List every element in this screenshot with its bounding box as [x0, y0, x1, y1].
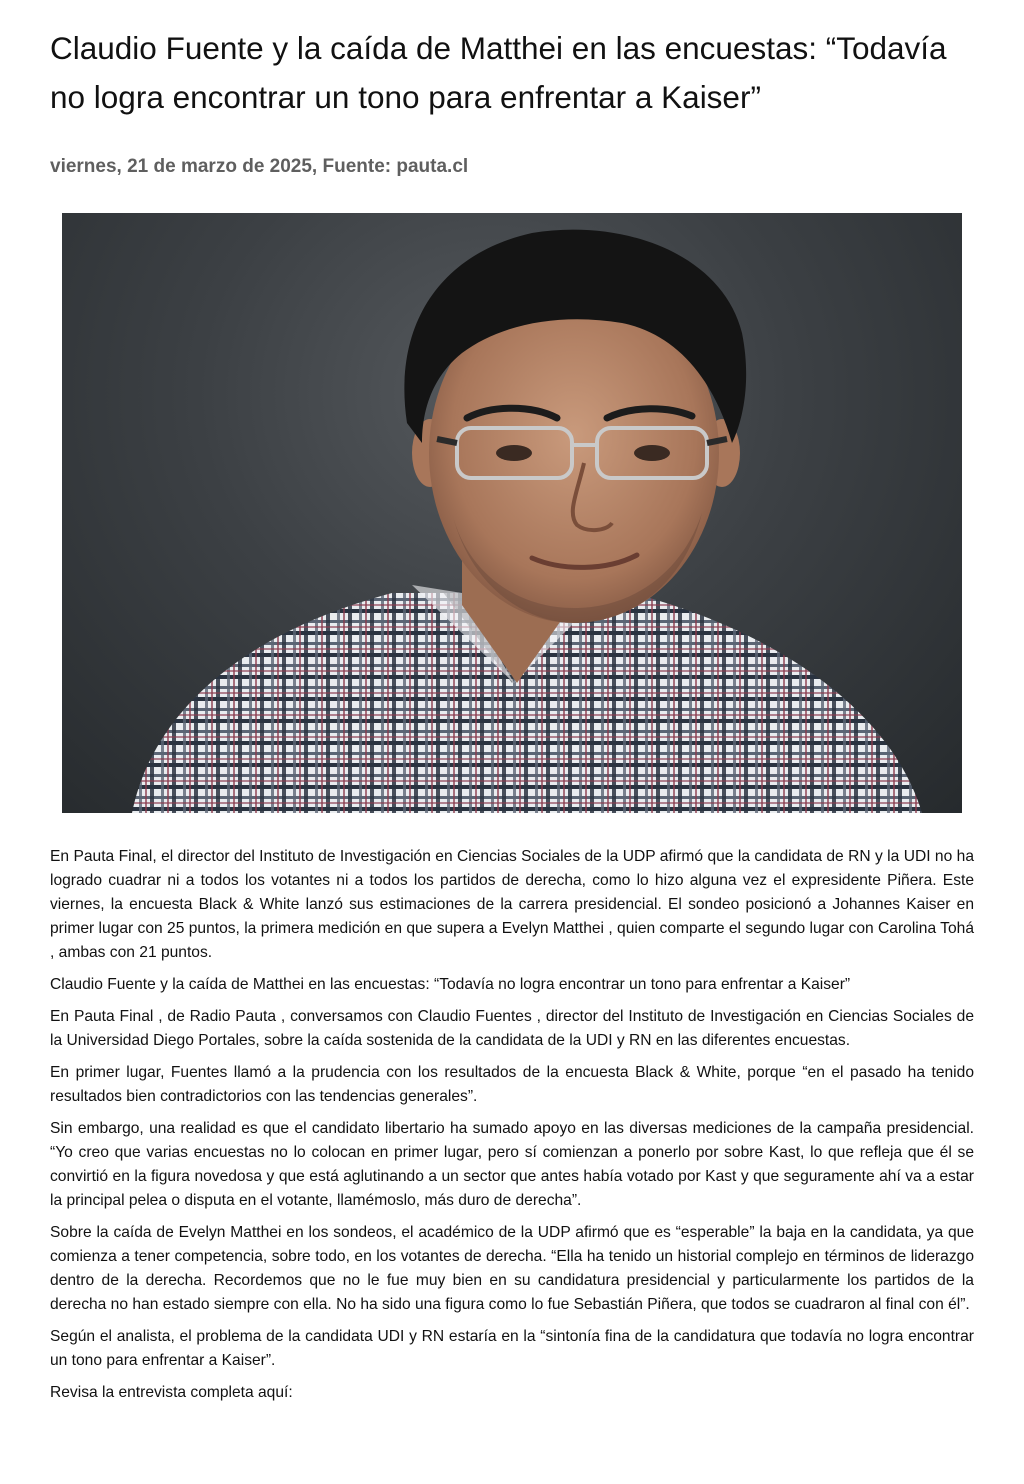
paragraph: Revisa la entrevista completa aquí:: [50, 1384, 293, 1401]
paragraph: En Pauta Final , de Radio Pauta , conversamos con Claudio Fuentes , director del Instituto de Investigación en Ciencias Sociales de la Universidad Diego Portales, sobre la caída sostenida de la candidata de la UDI y RN en las diferentes encuestas.: [50, 1008, 974, 1049]
paragraph: En Pauta Final, el director del Instituto de Investigación en Ciencias Sociales de la UDP afirmó que la candidata de RN y la UDI no ha logrado cuadrar ni a todos los votantes ni a todos los partidos de derecha, como lo hizo alguna vez el expresidente Piñera. Este viernes, la encuesta Black & White lanzó sus estimaciones de la carrera presidencial. El sondeo posicionó a Johannes Kaiser en primer lugar con 25 puntos, la primera medición en que supera a Evelyn Matthei , quien comparte el segundo lugar con Carolina Tohá , ambas con 21 puntos.: [50, 848, 974, 961]
paragraph: Claudio Fuente y la caída de Matthei en las encuestas: “Todavía no logra encontrar un tono para enfrentar a Kaiser”: [50, 976, 851, 993]
paragraph: Según el analista, el problema de la candidata UDI y RN estaría en la “sintonía fina de la candidatura que todavía no logra encontrar un tono para enfrentar a Kaiser”.: [50, 1328, 974, 1369]
article-title: Claudio Fuente y la caída de Matthei en las encuestas: “Todavía no logra encontrar un tono para enfrentar a Kaiser”: [50, 30, 947, 115]
paragraph: Sin embargo, una realidad es que el candidato libertario ha sumado apoyo en las diversas mediciones de la campaña presidencial. “Yo creo que varias encuestas no lo colocan en primer lugar, pero sí comienzan a ponerlo por sobre Kast, lo que refleja que él se convirtió en la figura novedosa y que está aglutinando a un sector que antes había votado por Kast y que seguramente ahí va a estar la principal pelea o disputa en el votante, llamémoslo, más duro de derecha”.: [50, 1120, 974, 1209]
paragraph: Sobre la caída de Evelyn Matthei en los sondeos, el académico de la UDP afirmó que es “esperable” la baja en la candidata, ya que comienza a tener competencia, sobre todo, en los votantes de derecha. “Ella ha tenido un historial complejo en términos de liderazgo dentro de la derecha. Recordemos que no le fue muy bien en su candidatura presidencial y particularmente los partidos de la derecha no han estado siempre con ella. No ha sido una figura como lo fue Sebastián Piñera, que todos se cuadraron al final con él”.: [50, 1224, 974, 1313]
paragraph: En primer lugar, Fuentes llamó a la prudencia con los resultados de la encuesta Black & White, porque “en el pasado ha tenido resultados bien contradictorios con las tendencias generales”.: [50, 1064, 974, 1105]
article-body: [50, 845, 974, 1405]
article-meta: viernes, 21 de marzo de 2025, Fuente: pauta.cl: [50, 156, 469, 177]
portrait-illustration: [62, 213, 962, 813]
article-photo: [62, 213, 962, 813]
article: [50, 0, 974, 1413]
